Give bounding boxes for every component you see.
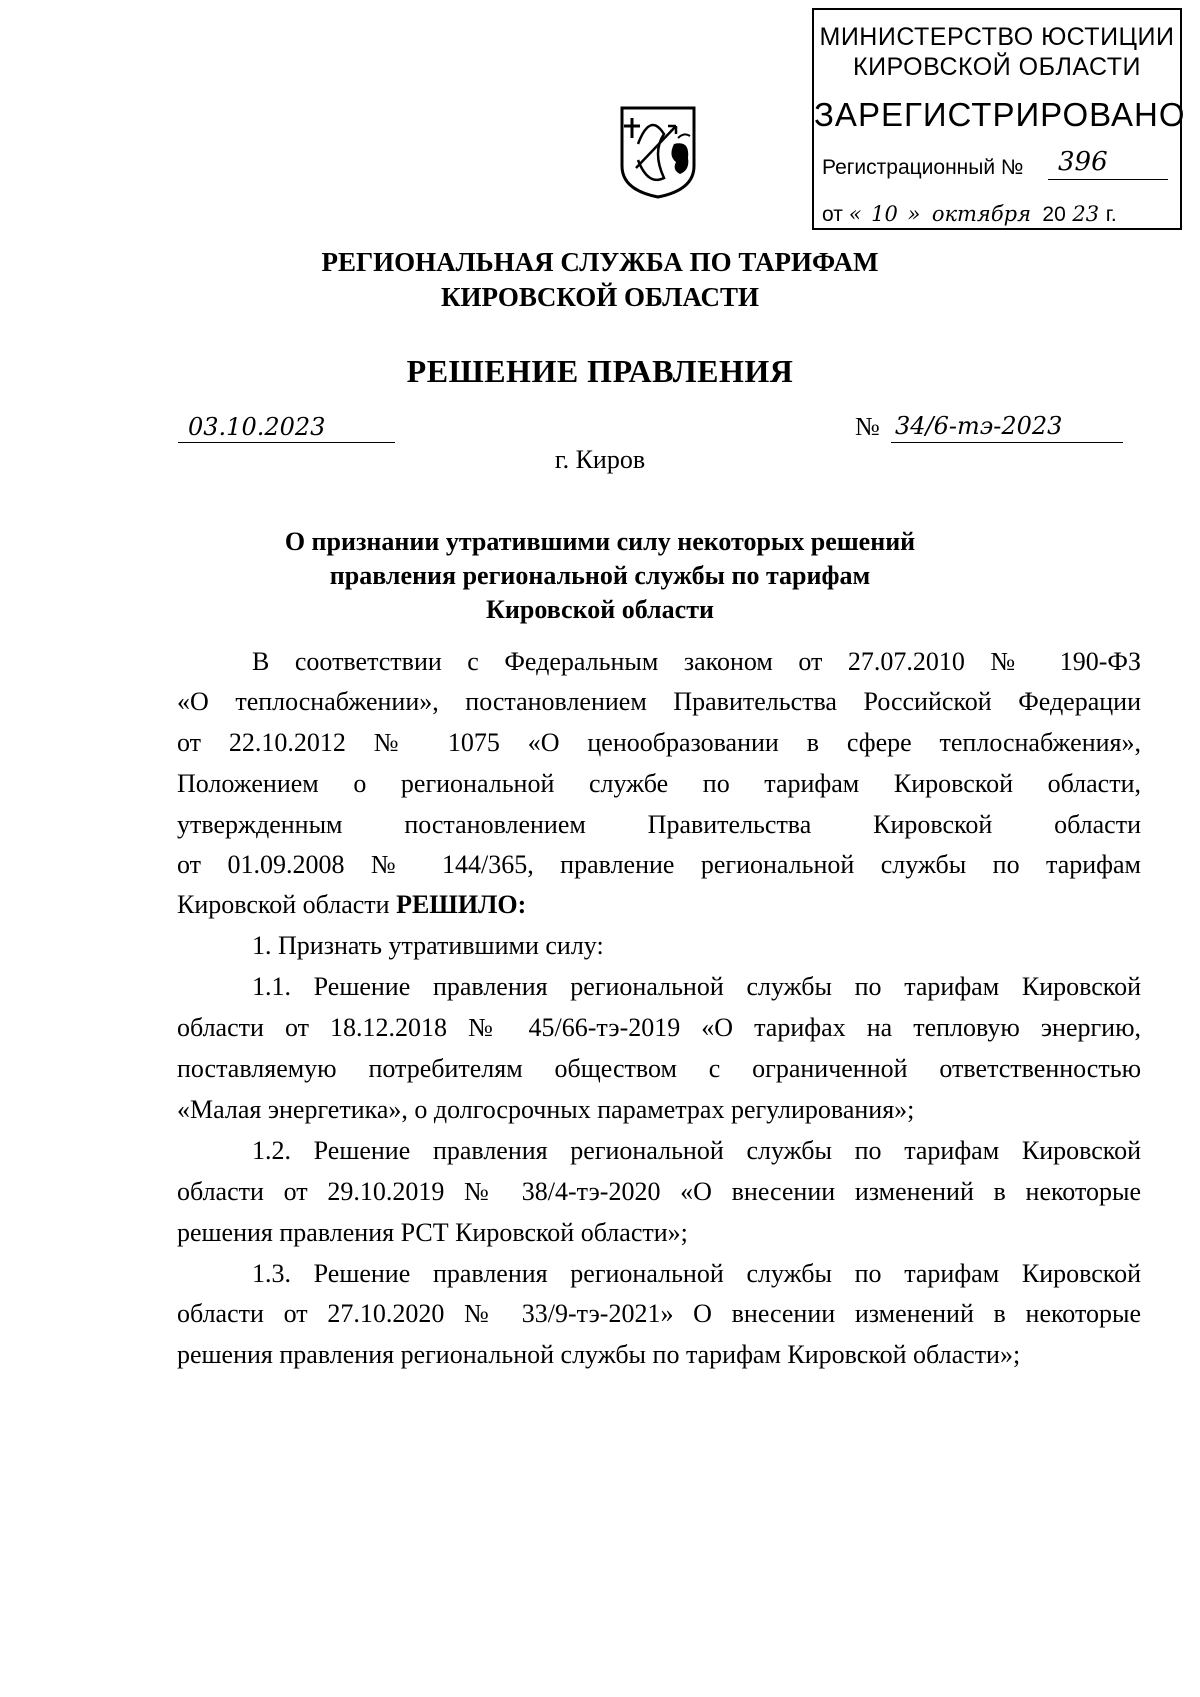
item-1-2-line: области от 29.10.2019 № 38/4-тэ-2020 «О внесении изменений в некоторые <box>177 1177 1141 1206</box>
stamp-date-row <box>822 200 1178 228</box>
coat-of-arms-icon <box>618 104 698 200</box>
item-1-1-last-line: «Малая энергетика», о долгосрочных параметрах регулирования»; <box>177 1095 915 1124</box>
registration-stamp <box>812 8 1186 230</box>
item-1-3-last-line: решения правления региональной службы по тарифам Кировской области»; <box>177 1340 1021 1369</box>
item-1-1-line: 1.1. Решение правления региональной службы по тарифам Кировской <box>252 972 1141 1001</box>
stamp-date-open-quote: « <box>848 202 862 226</box>
item-1-1-line: поставляемую потребителям обществом с ограниченной ответственностью <box>177 1054 1141 1083</box>
document-number: 34/6-тэ-2023 <box>891 410 1123 443</box>
stamp-reg-number: 396 <box>1048 145 1168 180</box>
item-1-3-line: 1.3. Решение правления региональной службы по тарифам Кировской <box>252 1259 1141 1288</box>
stamp-registered: ЗАРЕГИСТРИРОВАНО <box>814 96 1186 133</box>
body-line: «О теплоснабжении», постановлением Правительства Российской Федерации <box>177 687 1141 716</box>
body-line: от 22.10.2012 № 1075 «О ценообразовании в сфере теплоснабжения», <box>177 728 1141 757</box>
body-line: утвержденным постановлением Правительства Кировской области <box>177 810 1141 839</box>
subject-line1: О признании утратившими силу некоторых решений <box>284 527 916 556</box>
stamp-date-prefix: от <box>822 203 843 226</box>
document-type: РЕШЕНИЕ ПРАВЛЕНИЯ <box>406 353 794 389</box>
org-name-line1: РЕГИОНАЛЬНАЯ СЛУЖБА ПО ТАРИФАМ <box>321 247 879 277</box>
item-1: 1. Признать утратившими силу: <box>252 931 604 960</box>
org-name-line2: КИРОВСКОЙ ОБЛАСТИ <box>440 282 760 312</box>
subject-line2: правления региональной службы по тарифам <box>329 561 871 590</box>
item-1-1-line: области от 18.12.2018 № 45/66-тэ-2019 «О тарифах на тепловую энергию, <box>177 1013 1141 1042</box>
stamp-date-month: октября <box>920 200 1042 229</box>
body-line-last <box>177 888 1141 922</box>
body-line: В соответствии с Федеральным законом от 27.07.2010 № 190-ФЗ <box>252 647 1141 676</box>
item-1-2-last-line: решения правления РСТ Кировской области»; <box>177 1218 688 1247</box>
document-city: г. Киров <box>554 445 646 474</box>
stamp-ministry-line2: КИРОВСКОЙ ОБЛАСТИ <box>853 53 1141 81</box>
body-text: Кировской области <box>177 890 390 919</box>
decided-word: РЕШИЛО: <box>396 890 527 919</box>
stamp-date-year-suffix: 23 <box>1066 200 1106 229</box>
document-number-field <box>855 410 1125 444</box>
item-1-3-line: области от 27.10.2020 № 33/9-тэ-2021» О внесении изменений в некоторые <box>177 1299 1141 1328</box>
stamp-date-close-quote: » <box>907 202 921 226</box>
stamp-reg-row <box>822 147 1172 183</box>
stamp-date-year-prefix: 20 <box>1042 203 1066 226</box>
item-1-2-line: 1.2. Решение правления региональной службы по тарифам Кировской <box>252 1136 1141 1165</box>
stamp-reg-label: Регистрационный № <box>822 156 1024 179</box>
document-date: 03.10.2023 <box>178 412 395 443</box>
body-line: Положением о региональной службе по тарифам Кировской области, <box>177 769 1141 798</box>
document-number-sign: № <box>855 412 880 441</box>
stamp-date-year-unit: г. <box>1105 203 1117 226</box>
stamp-date-day: 10 <box>862 200 908 229</box>
body-line: от 01.09.2008 № 144/365, правление региональной службы по тарифам <box>177 850 1141 879</box>
subject-line3: Кировской области <box>486 595 714 624</box>
stamp-ministry-line1: МИНИСТЕРСТВО ЮСТИЦИИ <box>819 23 1175 51</box>
